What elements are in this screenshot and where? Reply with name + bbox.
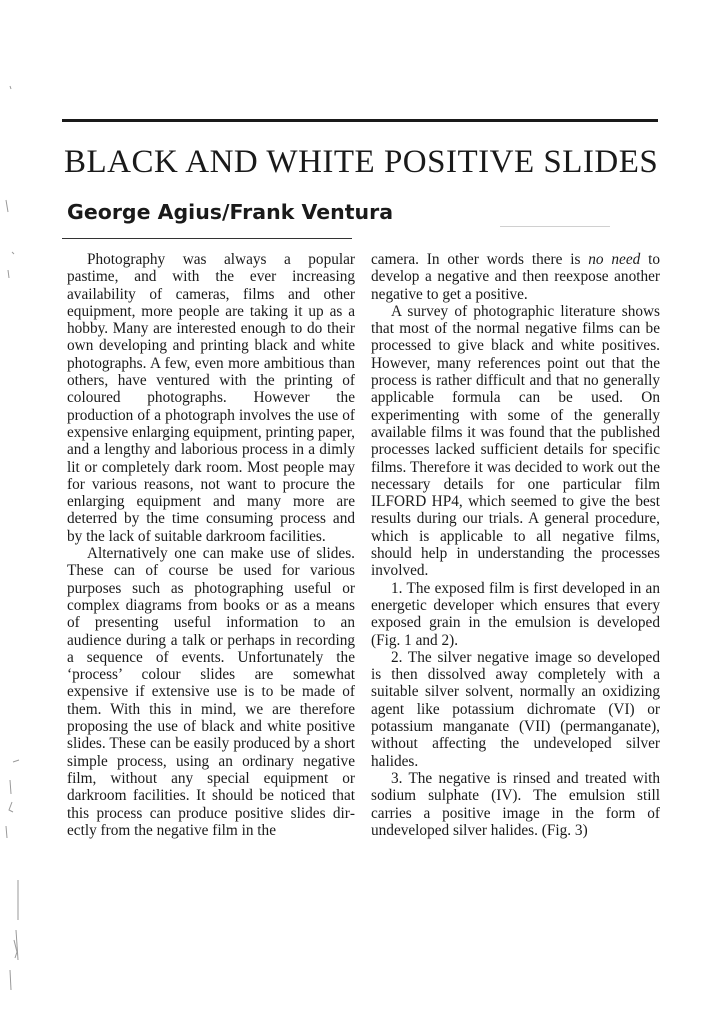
text-run: to develop a negative and then reexpose another negative to get a positive. [371,251,660,303]
article-authors: George Agius/Frank Ventura [67,200,394,224]
paragraph: Alternatively one can make use of slides. These can of course be used for various purposes such as photographing useful or complex diagrams from books or as a means of presenting useful information to an audience during a talk or perhaps in recording a sequence of events. Unfortunately the ‘process’ colour slides are somewhat expensive if extensive use is to be made of them. With this in mind, we are therefore proposing the use of black and white positive slides. These can be easily produced by a short simple process, using an ordinary negative film, without any special equipment or darkroom facilities. It should be noticed that this process can produce positive slides directly from the negative film in the [67,545,355,839]
paragraph: Photography was always a popular pastime, and with the ever increasing availability of cameras, films and other equipment, more people are taking it up as a hobby. Many are interested enough to do their own developing and printing black and white photographs. A few, even more ambitious than others, have ventured with the printing of coloured photographs. However the production of a photograph involves the use of expensive enlarging equipment, printing paper, and a lengthy and laborious process in a dimly lit or completely dark room. Most people may for various reasons, not want to procure the enlarging equipment and many more are deterred by the time consuming process and by the lack of suitable darkroom facilities. [67,251,355,545]
faint-rule [500,226,610,227]
paragraph: A survey of photographic literature shows that most of the normal negative films can be processed to give black and white positives. However, many references point out that the process is rather difficult and that no generally applicable formula can be used. On experimenting with some of the generally available films it was found that the published processes lacked sufficient details for specific films. Therefore it was decided to work out the necessary details for one particular film ILFORD HP4, which seemed to give the best results during our trials. A general procedure, which is applicable to all negative films, should help in understanding the processes involved. [371,302,660,580]
article-title: BLACK AND WHITE POSITIVE SLIDES [64,144,659,180]
paragraph: 3. The negative is rinsed and treated with sodium sulphate (IV). The emulsion still carries a positive image in the form of undeveloped silver halides. (Fig. 3) [371,769,660,839]
author-underline-rule [62,238,352,239]
right-column [371,251,660,839]
paragraph-continuation [371,251,660,303]
paragraph: 1. The exposed film is first developed in an energetic developer which ensures that every exposed grain in the emulsion is developed (Fig. 1 and 2). [371,579,660,649]
left-column [67,251,355,839]
paragraph: 2. The silver negative image so developed is then dissolved away completely with a suitable silver solvent, normally an oxidizing agent like potassium dichromate (VI) or potassium manganate (VII) (permanganate), without affecting the undeveloped silver halides. [371,648,660,770]
margin-scan-marks [0,0,40,1009]
emphasis-text: no need [588,251,641,268]
title-top-rule [62,119,658,122]
text-run: camera. In other words there is [371,251,589,268]
